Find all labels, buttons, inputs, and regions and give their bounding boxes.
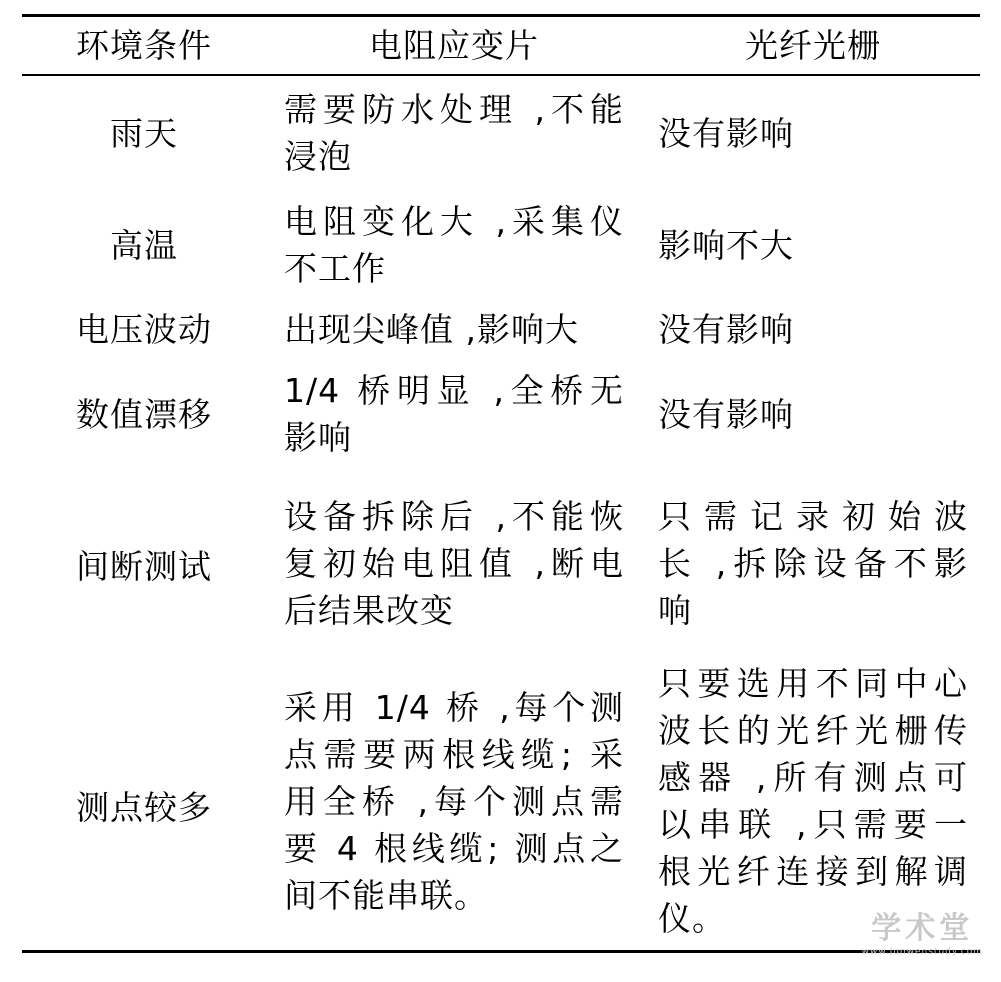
row-1-condition: 雨天 <box>110 114 178 153</box>
row-4-strain-gauge-line: 影响 <box>284 418 352 457</box>
header-strain-gauge: 电阻应变片 <box>369 26 539 65</box>
row-2-fbg: 影响不大 <box>658 226 794 265</box>
header-fbg: 光纤光栅 <box>745 26 881 65</box>
row-6-fbg-line: 波长的光纤光栅传 <box>658 711 968 750</box>
row-1-strain-gauge <box>284 86 624 180</box>
row-3-strain-gauge: 出现尖峰值 ,影响大 <box>284 310 579 349</box>
row-3-condition: 电压波动 <box>76 310 212 349</box>
header-condition: 环境条件 <box>76 26 212 65</box>
row-6-fbg-line: 感器 ,所有测点可 <box>658 758 968 797</box>
row-6-fbg-line: 以串联 ,只需要一 <box>658 805 968 844</box>
row-6-condition: 测点较多 <box>76 788 212 827</box>
row-5-condition: 间断测试 <box>76 547 212 586</box>
row-6-fbg-line: 仪。 <box>658 899 726 938</box>
row-6-fbg <box>658 660 968 942</box>
row-4-strain-gauge <box>284 367 624 461</box>
row-2-strain-gauge-line: 不工作 <box>284 249 386 288</box>
row-3-fbg: 没有影响 <box>658 310 794 349</box>
row-6-strain-gauge-line: 点需要两根线缆; 采 <box>284 735 624 774</box>
row-1-strain-gauge-line: 需要防水处理 ,不能 <box>284 90 624 129</box>
watermark <box>862 912 983 958</box>
row-5-strain-gauge-line: 设备拆除后 ,不能恢 <box>284 497 624 536</box>
row-1-fbg: 没有影响 <box>658 114 794 153</box>
row-5-strain-gauge <box>284 493 624 634</box>
row-2-strain-gauge-line: 电阻变化大 ,采集仪 <box>284 202 624 241</box>
table-bottom-rule <box>22 950 980 953</box>
row-2-strain-gauge <box>284 198 624 292</box>
row-4-strain-gauge-line: 1/4 桥明显 ,全桥无 <box>284 371 624 410</box>
row-5-fbg-line: 响 <box>658 591 692 630</box>
row-5-strain-gauge-line: 后结果改变 <box>284 591 454 630</box>
watermark-text: 学术堂 <box>871 911 974 946</box>
row-2-condition: 高温 <box>110 226 178 265</box>
watermark-url: www.lunwenstudy.com <box>861 947 983 957</box>
row-5-fbg-line: 长 ,拆除设备不影 <box>658 544 968 583</box>
row-6-strain-gauge <box>284 684 624 919</box>
table-top-rule <box>22 14 980 17</box>
row-6-strain-gauge-line: 采用 1/4 桥 ,每个测 <box>284 688 624 727</box>
row-4-fbg: 没有影响 <box>658 395 794 434</box>
row-6-strain-gauge-line: 间不能串联。 <box>284 876 488 915</box>
row-6-strain-gauge-line: 要 4 根线缆; 测点之 <box>284 829 624 868</box>
row-6-fbg-line: 根光纤连接到解调 <box>658 852 968 891</box>
table-header-rule <box>22 74 980 76</box>
row-5-fbg-line: 只需记录初始波 <box>658 497 968 536</box>
row-5-strain-gauge-line: 复初始电阻值 ,断电 <box>284 544 624 583</box>
row-6-fbg-line: 只要选用不同中心 <box>658 664 968 703</box>
row-4-condition: 数值漂移 <box>76 395 212 434</box>
row-6-strain-gauge-line: 用全桥 ,每个测点需 <box>284 782 624 821</box>
row-5-fbg <box>658 493 968 634</box>
row-1-strain-gauge-line: 浸泡 <box>284 137 352 176</box>
